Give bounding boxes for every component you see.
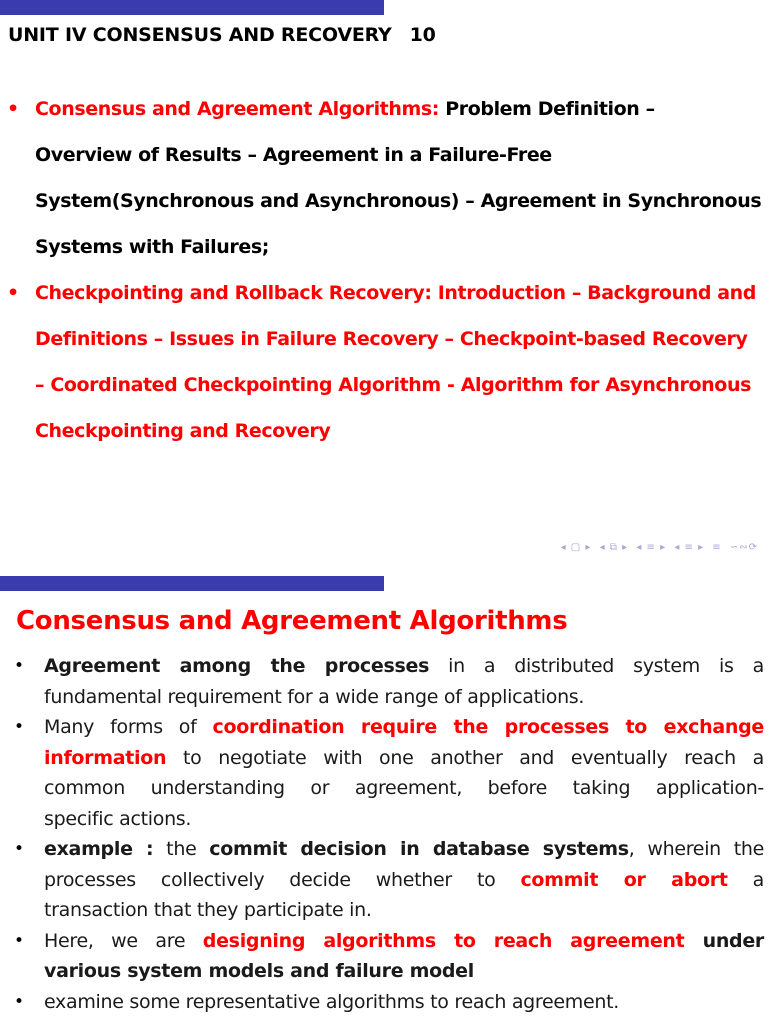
bullet-icon: • bbox=[14, 656, 24, 676]
text-run: designing algorithms to reach agreement bbox=[202, 929, 685, 952]
text-run: transaction that they participate in. bbox=[44, 899, 372, 921]
nav-frame-icon[interactable]: ◂ ▢ ▸ bbox=[560, 542, 592, 553]
topic-line: Overview of Results – Agreement in a Failure-Free bbox=[35, 144, 552, 166]
topic-heading: Consensus and Agreement Algorithms: bbox=[35, 98, 439, 120]
text-run: a bbox=[727, 868, 764, 891]
bullet-item bbox=[0, 834, 768, 926]
nav-align-icon[interactable]: ≡ bbox=[712, 542, 722, 553]
text-run: specific actions. bbox=[44, 807, 192, 830]
bullet-line bbox=[44, 773, 764, 804]
nav-subsection-back-icon[interactable]: ◂ ≡ ▸ bbox=[674, 542, 705, 553]
nav-search-icon[interactable]: ∽∾⟳ bbox=[729, 542, 758, 553]
nav-section-icon[interactable]: ◂ ≡ ▸ bbox=[636, 542, 667, 553]
text-run: the bbox=[153, 838, 210, 860]
bullet-line bbox=[44, 895, 764, 926]
bullet-item bbox=[0, 712, 768, 834]
bullet-icon: • bbox=[14, 930, 24, 951]
bullet-line bbox=[44, 712, 764, 743]
text-run: Many forms of bbox=[44, 716, 213, 738]
nav-subsection-icon[interactable]: ◂ ⧉ ▸ bbox=[599, 542, 629, 553]
bullet-icon: • bbox=[7, 98, 19, 120]
unit-title-number: 10 bbox=[409, 24, 436, 46]
bullet-icon: • bbox=[7, 282, 19, 304]
slide-consensus bbox=[0, 576, 768, 1024]
unit-title-text: UNIT IV CONSENSUS AND RECOVERY bbox=[8, 24, 392, 46]
text-run: to negotiate with one another and eventually reach a bbox=[166, 746, 764, 769]
slide-title: Consensus and Agreement Algorithms bbox=[16, 606, 568, 636]
text-run: fundamental requirement for a wide range of applications. bbox=[44, 685, 585, 708]
bullet-line bbox=[44, 651, 764, 682]
slide-header-bar bbox=[0, 576, 384, 591]
text-run: Agreement among the processes bbox=[44, 655, 430, 677]
bullet-line bbox=[44, 834, 764, 865]
bullet-icon: • bbox=[14, 717, 24, 737]
text-run: information bbox=[44, 746, 167, 769]
slide-header-bar bbox=[0, 0, 384, 15]
bullet-icon: • bbox=[14, 839, 24, 859]
topic-line: Systems with Failures; bbox=[35, 236, 269, 258]
text-run: under bbox=[684, 929, 764, 952]
bullet-item bbox=[0, 987, 768, 1018]
bullet-item bbox=[0, 926, 768, 987]
topic-line: Checkpointing and Recovery bbox=[35, 420, 331, 442]
topic-line: Checkpointing and Rollback Recovery: Introduction – Background and bbox=[35, 282, 757, 304]
text-run: examine some representative algorithms to reach agreement. bbox=[44, 990, 620, 1013]
topic-text: Problem Definition – bbox=[439, 98, 655, 120]
text-run: commit decision in database systems bbox=[209, 838, 629, 860]
topic-list bbox=[0, 86, 768, 454]
bullet-line bbox=[44, 804, 764, 835]
text-run: , wherein the bbox=[628, 838, 765, 860]
topic-item bbox=[0, 86, 768, 270]
topic-line bbox=[35, 86, 768, 132]
bullet-line bbox=[44, 956, 764, 987]
bullet-line bbox=[44, 926, 764, 957]
text-run: commit or abort bbox=[520, 868, 728, 891]
unit-title bbox=[8, 24, 436, 46]
bullet-list bbox=[0, 651, 768, 1017]
text-run: common understanding or agreement, before taking application- bbox=[44, 777, 764, 799]
bullet-icon: • bbox=[14, 991, 24, 1012]
text-run: coordination require the processes to exchange bbox=[212, 716, 764, 738]
bullet-line bbox=[44, 865, 764, 896]
text-run: various system models and failure model bbox=[44, 960, 474, 982]
bullet-line bbox=[44, 682, 764, 713]
bullet-line bbox=[44, 987, 764, 1018]
text-run: in a distributed system is a bbox=[429, 655, 764, 677]
text-run: processes collectively decide whether to bbox=[44, 868, 521, 891]
bullet-line bbox=[44, 743, 764, 774]
text-run: Here, we are bbox=[44, 929, 203, 952]
bullet-item bbox=[0, 651, 768, 712]
topic-line: – Coordinated Checkpointing Algorithm - Algorithm for Asynchronous bbox=[35, 374, 751, 396]
topic-item bbox=[0, 270, 768, 454]
text-run: example : bbox=[44, 838, 154, 860]
beamer-navigation bbox=[559, 542, 760, 553]
topic-line: Definitions – Issues in Failure Recovery – Checkpoint-based Recovery bbox=[35, 328, 748, 350]
topic-line: System(Synchronous and Asynchronous) – Agreement in Synchronous bbox=[35, 190, 762, 212]
